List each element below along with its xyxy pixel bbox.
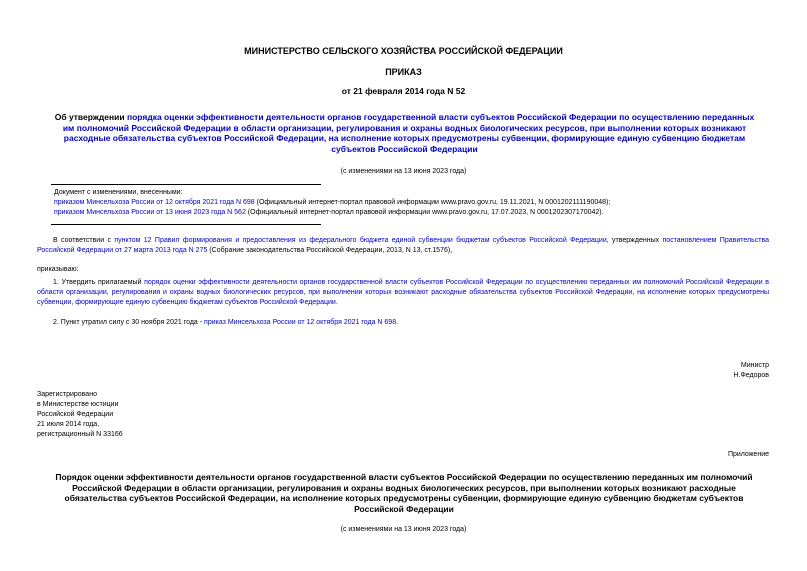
signature-name: Н.Федоров bbox=[733, 372, 769, 379]
divider-top bbox=[51, 184, 321, 185]
ministry-heading: МИНИСТЕРСТВО СЕЛЬСКОГО ХОЗЯЙСТВА РОССИЙСКОЙ ФЕДЕРАЦИИ bbox=[244, 46, 563, 56]
title-link[interactable]: порядка оценки эффективности деятельности органов государственной власти субъектов Российской Федерации по осуществлению переданных им полномочий Российской Федерации в области организации, регулирования и охраны водных биологических ресурсов, при выполнении которых возникают расходные обязательства субъектов Российской Федерации, на исполнение которых предусмотрены субвенции, формирующие единую субвенцию бюджетам субъектов Российской Федерации bbox=[62, 112, 755, 154]
point-2-link[interactable]: приказ Минсельхоза России от 12 октября 2021 года N 698 bbox=[204, 319, 397, 326]
document-title bbox=[52, 112, 757, 154]
registration-line: Зарегистрировано bbox=[37, 391, 97, 398]
amendment-link[interactable]: приказом Минсельхоза России от 13 июня 2023 года N 562 bbox=[54, 209, 246, 216]
appendix-title: Порядок оценки эффективности деятельности органов государственной власти субъектов Российской Федерации по осуществлению переданных им полномочий Российской Федерации в области организации, регулирования и охраны водных биологических ресурсов, при выполнении которых возникают расходные обязательства субъектов Российской Федерации, на исполнение которых предусмотрены субвенции, формирующие единую субвенцию бюджетам субъектов Российской Федерации bbox=[55, 472, 753, 514]
legal-basis-paragraph bbox=[37, 236, 769, 256]
amendment-item bbox=[54, 198, 774, 208]
basis-text: В соответствии с bbox=[53, 237, 115, 244]
point-1-text: 1. Утвердить прилагаемый bbox=[53, 279, 145, 286]
point-1-text: . bbox=[335, 299, 338, 306]
basis-link-resolution[interactable]: постановлением Правительства Российской Федерации от 27 марта 2013 года N 275 bbox=[37, 237, 769, 254]
changes-note: (с изменениями на 13 июня 2023 года) bbox=[340, 168, 467, 175]
amendment-item bbox=[54, 208, 774, 218]
amendment-source: (Официальный интернет-портал правовой информации www.pravo.gov.ru, 19.11.2021, N 0001202111190048); bbox=[254, 199, 611, 206]
orders-word: приказываю: bbox=[37, 266, 79, 273]
registration-line: в Министерстве юстиции bbox=[37, 401, 119, 408]
title-prefix: Об утверждении bbox=[54, 112, 127, 122]
registration-line: 21 июля 2014 года, bbox=[37, 421, 100, 428]
point-2-text: . bbox=[396, 319, 399, 326]
point-2-text: 2. Пункт утратил силу с 30 ноября 2021 года - bbox=[53, 319, 205, 326]
registration-line: регистрационный N 33166 bbox=[37, 431, 123, 438]
signature-role: Министр bbox=[740, 362, 769, 369]
basis-link-rules[interactable]: пунктом 12 Правил формирования и предоставления из федерального бюджета единой субвенции бюджетам субъектов Российской Федерации bbox=[114, 237, 607, 244]
registration-block bbox=[37, 390, 123, 440]
amendments-intro: Документ с изменениями, внесенными: bbox=[54, 189, 183, 196]
basis-text: , утвержденных bbox=[606, 237, 663, 244]
registration-line: Российской Федерации bbox=[37, 411, 114, 418]
basis-text: (Собрание законодательства Российской Федерации, 2013, N 13, ст.1576), bbox=[207, 247, 453, 254]
document-type: ПРИКАЗ bbox=[385, 67, 422, 77]
order-date-number: от 21 февраля 2014 года N 52 bbox=[341, 86, 466, 96]
point-1-paragraph bbox=[37, 278, 769, 308]
appendix-label: Приложение bbox=[727, 451, 769, 458]
point-2-paragraph bbox=[37, 318, 769, 328]
amendment-link[interactable]: приказом Минсельхоза России от 12 октября 2021 года N 698 bbox=[54, 199, 255, 206]
divider-bottom bbox=[51, 224, 321, 225]
amendments-block bbox=[54, 188, 774, 218]
signature-block bbox=[733, 361, 769, 381]
appendix-changes-note: (с изменениями на 13 июня 2023 года) bbox=[340, 526, 467, 533]
amendment-source: (Официальный интернет-портал правовой информации www.pravo.gov.ru, 17.07.2023, N 0001202307170042). bbox=[245, 209, 604, 216]
point-1-link[interactable]: порядок оценки эффективности деятельности органов государственной власти субъектов Российской Федерации по осуществлению переданных им полномочий Российской Федерации в области организации, регулирования и охраны водных биологических ресурсов, при выполнении которых возникают расходные обязательства субъектов Российской Федерации, на исполнение которых предусмотрены субвенции, формирующие единую субвенцию бюджетам субъектов Российской Федерации bbox=[37, 279, 770, 306]
